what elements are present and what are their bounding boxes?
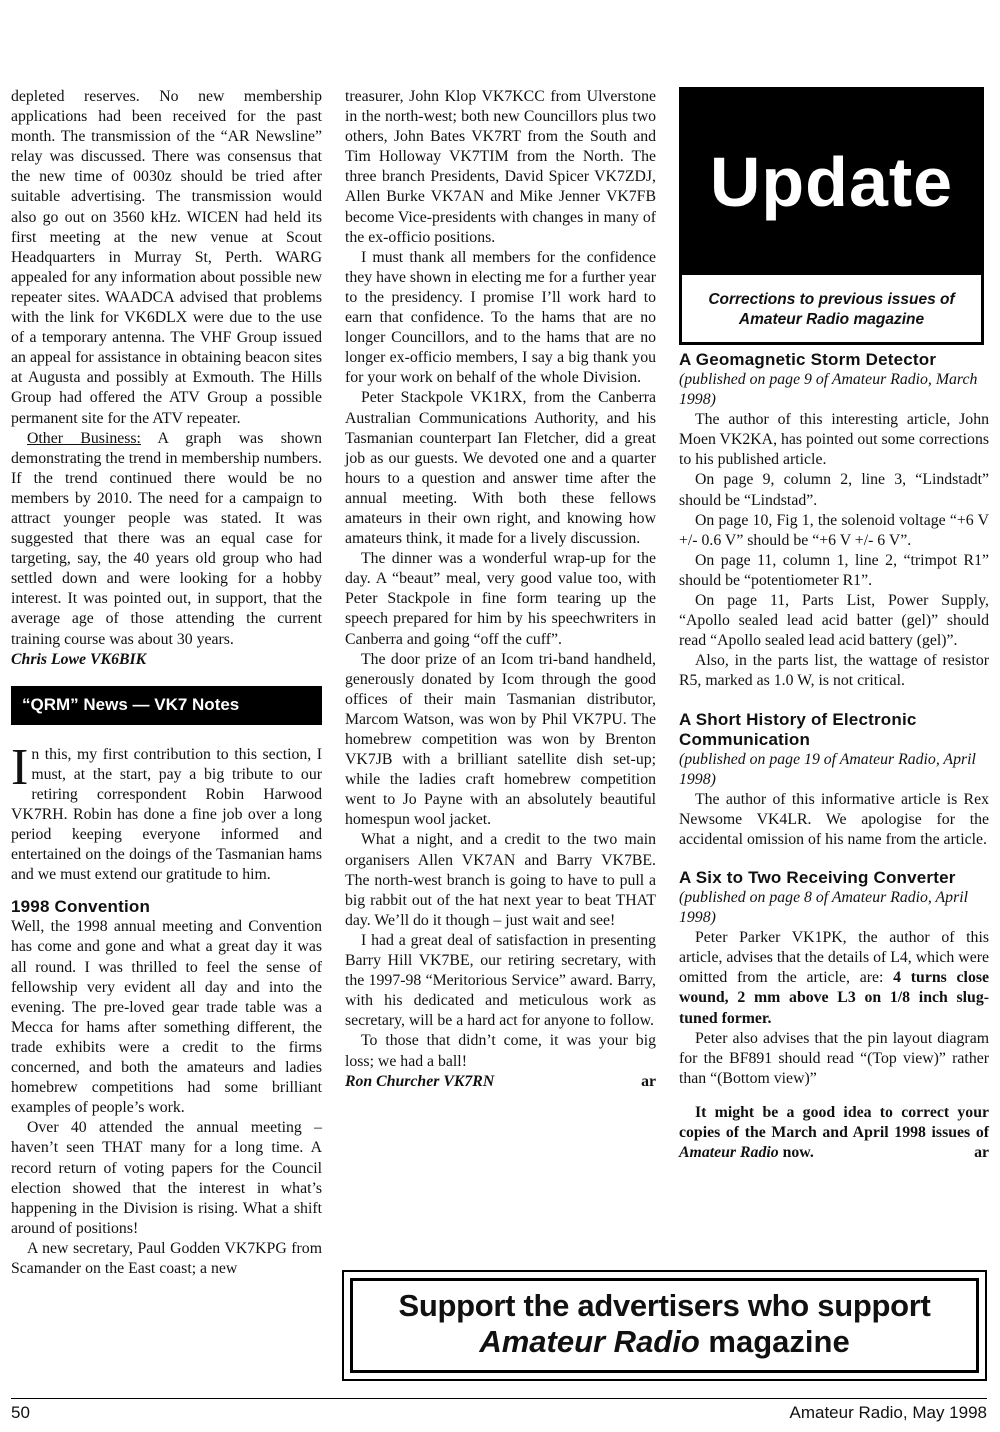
update-box [679, 87, 984, 345]
drop-cap: I [11, 738, 29, 796]
article-paragraph: The author of this interesting article, John Moen VK2KA, has pointed out some corrections to his published article. [679, 411, 989, 469]
article-paragraph: On page 9, column 2, line 3, “Lindstadt” should be “Lindstad”. [679, 471, 989, 509]
article-paragraph [679, 928, 989, 1028]
update-subtitle: Corrections to previous issues of Amateur Radio magazine [708, 291, 955, 328]
closing-tail: now. [782, 1144, 814, 1162]
wa-signature: Chris Lowe VK6BIK [11, 650, 147, 668]
update-title: Update [682, 90, 981, 275]
l4-details-intro: Peter Parker VK1PK, the author of this article, advises that the details of L4, which were omitted from the article, are: [679, 929, 989, 987]
other-business-text: A graph was shown demonstrating the trend in membership numbers. If the trend continued there would be no members by 2010. The need for a campaign to attract younger people was stated. It was suggested that there was an equal case for targeting, say, the 40 years old group who had settled down and were looking for a hobby interest. It was pointed out, in support, that the average age of those attending the current training course was about 30 years. [11, 429, 322, 648]
article-paragraph: On page 11, column 1, line 2, “trimpot R1” should be “potentiometer R1”. [679, 551, 989, 589]
article-heading: A Geomagnetic Storm Detector [679, 350, 937, 369]
col2-paragraph: treasurer, John Klop VK7KCC from Ulverstone in the north-west; both new Councillors plus two others, John Bates VK7RT from the South and Tim Holloway VK7TIM from the North. The three branch Presidents, David Spicer VK7ZDJ, Allen Burke VK7AN and Mike Jenner VK7FB become Vice-presidents with changes in many of the ex-officio positions. [345, 88, 656, 246]
col2-paragraph: I must thank all members for the confidence they have shown in electing me for a further year to the presidency. I promise I’ll work hard to earn that confidence. To the hams that are no longer Councillors, and to the hams that are no longer ex-officio members, I say a big thank you for your work on behalf of the whole Division. [345, 248, 656, 387]
closing-text: It might be a good idea to correct your copies of the March and April 1998 issues of [679, 1103, 989, 1141]
article-paragraph: On page 11, Parts List, Power Supply, “Apollo sealed lead acid batter (gel)” should read “Apollo sealed lead acid battery (gel)”. [679, 592, 989, 650]
article-paragraph: Peter also advises that the pin layout diagram for the BF891 should read “(Top view)” rather than “(Bottom view)” [679, 1029, 989, 1087]
advert-line-1: Support the advertisers who support [398, 1288, 931, 1323]
vk7-signature-line [345, 1072, 656, 1092]
col2-paragraph: Peter Stackpole VK1RX, from the Canberra Australian Communications Authority, and his Tasmanian counterpart Ian Fletcher, did a great job as our guests. We devoted one and a quarter hours to a question and answer time after the annual meeting. With both these fellows amateurs in their own right, and knowing how amateurs think, it made for a lively discussion. [345, 389, 656, 548]
convention-heading: 1998 Convention [11, 897, 151, 917]
vk7-signature: Ron Churcher VK7RN [345, 1072, 495, 1090]
article-heading: A Short History of Electronic Communication [679, 709, 917, 749]
column-3 [679, 350, 989, 1163]
advert-box [342, 1270, 987, 1381]
intro-text: n this, my first contribution to this section, I must, at the start, pay a big tribute to our retiring correspondent Robin Harwood VK7RH. Robin has done a fine job over a long period keeping everyone informed and entertained on the doings of the Tasmanian hams and we must extend our gratitude to him. [11, 745, 322, 884]
column-2 [345, 87, 656, 1092]
publication-note: (published on page 19 of Amateur Radio, April 1998) [679, 750, 976, 788]
advert-line-2-rest: magazine [699, 1324, 850, 1359]
advert-magazine-name: Amateur Radio [479, 1324, 700, 1359]
closing-note [679, 1103, 989, 1163]
closing-italic: Amateur Radio [679, 1144, 779, 1162]
end-mark: ar [641, 1072, 656, 1090]
page-number: 50 [11, 1403, 30, 1422]
footer-rule [11, 1398, 987, 1399]
qrm-section-banner: “QRM” News — VK7 Notes [11, 686, 322, 725]
convention-paragraph: Well, the 1998 annual meeting and Convention has come and gone and what a great day it was all round. I was thrilled to feel the sense of fellowship very evident all day and into the evening. The pre-loved gear trade table was a Mecca for hams after something different, the trade exhibits were a credit to the firms concerned, and both the amateurs and ladies homebrew competitions had some brilliant examples of people’s work. [11, 918, 322, 1117]
publication-footer: Amateur Radio, May 1998 [789, 1403, 987, 1422]
column-1 [11, 87, 322, 1279]
article-paragraph: The author of this informative article is Rex Newsome VK4LR. We apologise for the accidental omission of his name from the article. [679, 790, 989, 848]
article-paragraph: On page 10, Fig 1, the solenoid voltage “+6 V +/- 0.6 V” should be “+6 V +/- 6 V”. [679, 511, 989, 549]
col2-paragraph: What a night, and a credit to the two main organisers Allen VK7AN and Barry VK7BE. The north-west branch is going to have to pull a big rabbit out of the hat next year to beat THAT day. We’ll do it though – just wait and see! [345, 831, 656, 929]
convention-paragraph: A new secretary, Paul Godden VK7KPG from Scamander on the East coast; a new [11, 1239, 322, 1277]
article-heading: A Six to Two Receiving Converter [679, 867, 956, 887]
l4-details: 4 turns close wound, 2 mm above L3 on 1/8 inch slug-tuned former. [679, 969, 989, 1027]
advert-inner [350, 1278, 979, 1373]
col2-paragraph: The dinner was a wonderful wrap-up for the day. A “beaut” meal, very good value too, with Peter Stackpole in fine form tearing up the speech prepared for him by his speechwriters in Canberra and going “off the cuff”. [345, 550, 656, 648]
publication-note: (published on page 9 of Amateur Radio, March 1998) [679, 371, 978, 409]
end-mark: ar [974, 1144, 989, 1162]
col2-paragraph: I had a great deal of satisfaction in presenting Barry Hill VK7BE, our retiring secretary, with the 1997-98 “Meritorious Service” award. Barry, with his dedicated and meticulous work as secretary, will be a hard act for anyone to follow. [345, 931, 656, 1030]
col2-paragraph: The door prize of an Icom tri-band handheld, generously donated by Icom through the good offices of their main Tasmanian distributor, Marcom Watson, was won by Phil VK7PU. The homebrew competition was won by Brenton VK7JB with a brilliant satellite dish set-up; while the ladies craft homebrew competition went to Jo Payne with an absolutely beautiful homespun wool jacket. [345, 650, 656, 829]
other-business-label: Other Business: [27, 429, 141, 447]
other-business-paragraph [11, 429, 322, 650]
wa-report-paragraph: depleted reserves. No new membership applications had been received for the past month. The transmission of the “AR Newsline” relay was discussed. There was consensus that the new time of 0030z should be tried after suitable advertising. The transmission would also go out on 3560 kHz. WICEN had held its first meeting at the new venue at Scout Headquarters in Murray St, Perth. WARG appealed for any information about possible new repeater sites. WAADCA advised that problems with the link for VK6DLX were due to the use of a temporary antenna. The VHF Group issued an appeal for assistance in obtaining beacon sites at Augusta and possibly at Exmouth. The Hills Group had offered the ATV Group a possible permanent site for the ATV repeater. [11, 88, 322, 427]
article-paragraph: Also, in the parts list, the wattage of resistor R5, marked as 1.0 W, is not critical. [679, 652, 989, 690]
advert-line-2 [353, 1324, 976, 1360]
publication-note: (published on page 8 of Amateur Radio, April 1998) [679, 888, 969, 927]
intro-paragraph [11, 738, 322, 886]
convention-paragraph: Over 40 attended the annual meeting – haven’t seen THAT many for a long time. A record return of voting papers for the Council election showed that the interest in what’s happening in the Division is rising. What a shift around of positions! [11, 1119, 322, 1237]
col2-paragraph: To those that didn’t come, it was your big loss; we had a ball! [345, 1032, 656, 1070]
